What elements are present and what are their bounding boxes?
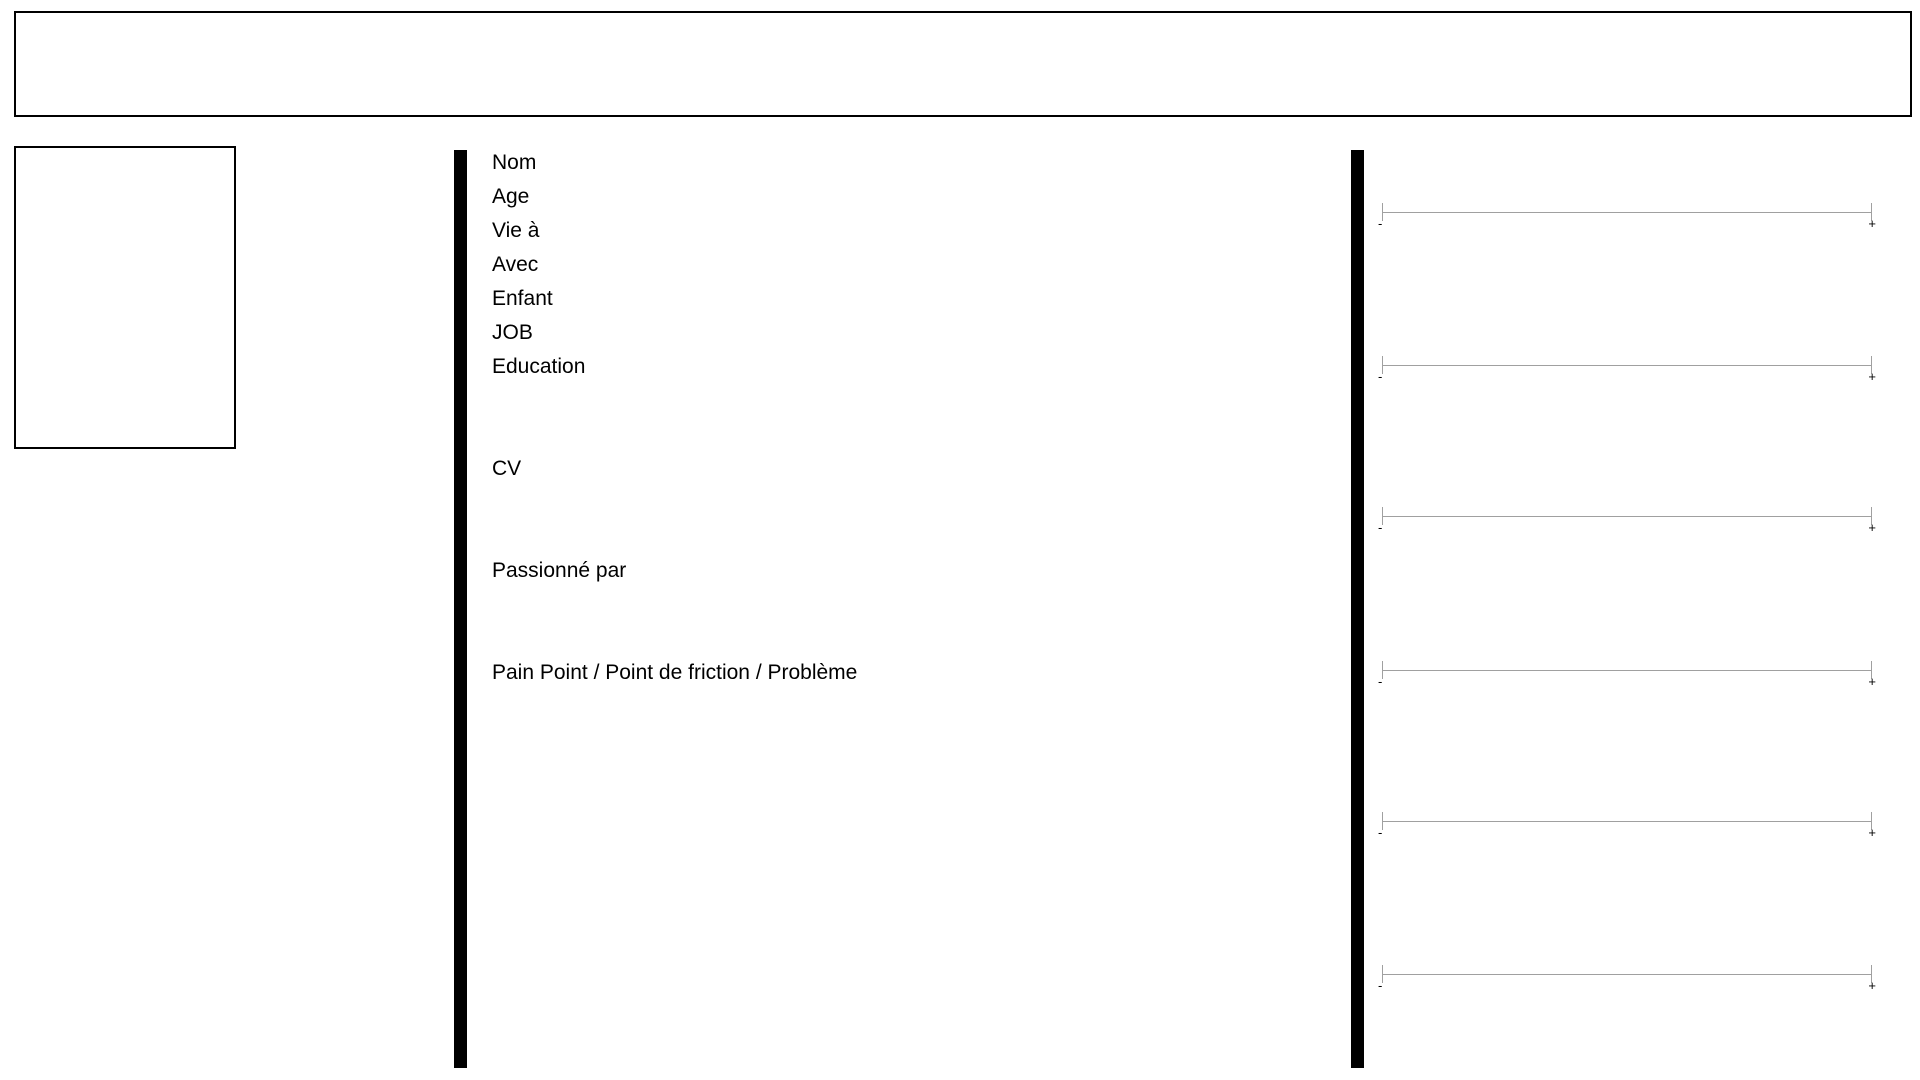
header-box	[14, 11, 1912, 117]
field-cv: CV	[492, 457, 522, 480]
slider-scale-6[interactable]	[1372, 964, 1882, 1004]
slider-max-label: +	[1868, 520, 1876, 535]
slider-max-label: +	[1868, 978, 1876, 993]
field-job: JOB	[492, 321, 533, 344]
slider-scale-2[interactable]	[1372, 355, 1882, 395]
slider-track	[1382, 670, 1872, 671]
field-passionne-par: Passionné par	[492, 559, 627, 582]
field-age: Age	[492, 185, 530, 208]
slider-max-label: +	[1868, 674, 1876, 689]
slider-scale-3[interactable]	[1372, 506, 1882, 546]
slider-min-label: -	[1378, 520, 1383, 535]
slider-scale-5[interactable]	[1372, 811, 1882, 851]
slider-max-label: +	[1868, 369, 1876, 384]
slider-min-label: -	[1378, 369, 1383, 384]
slider-min-label: -	[1378, 674, 1383, 689]
slider-min-label: -	[1378, 825, 1383, 840]
photo-placeholder	[14, 146, 236, 449]
slider-track	[1382, 821, 1872, 822]
slider-scale-1[interactable]	[1372, 202, 1882, 242]
slider-track	[1382, 516, 1872, 517]
field-vie-a: Vie à	[492, 219, 540, 242]
field-enfant: Enfant	[492, 287, 553, 310]
field-pain-point: Pain Point / Point de friction / Problème	[492, 661, 858, 684]
slider-min-label: -	[1378, 978, 1383, 993]
right-divider	[1351, 150, 1364, 1068]
slider-max-label: +	[1868, 216, 1876, 231]
slider-track	[1382, 365, 1872, 366]
slider-scale-4[interactable]	[1372, 660, 1882, 700]
slider-track	[1382, 212, 1872, 213]
slider-scales	[1372, 150, 1892, 1068]
field-avec: Avec	[492, 253, 539, 276]
field-education: Education	[492, 355, 586, 378]
left-divider	[454, 150, 467, 1068]
slider-max-label: +	[1868, 825, 1876, 840]
slider-track	[1382, 974, 1872, 975]
slider-min-label: -	[1378, 216, 1383, 231]
field-nom: Nom	[492, 151, 537, 174]
